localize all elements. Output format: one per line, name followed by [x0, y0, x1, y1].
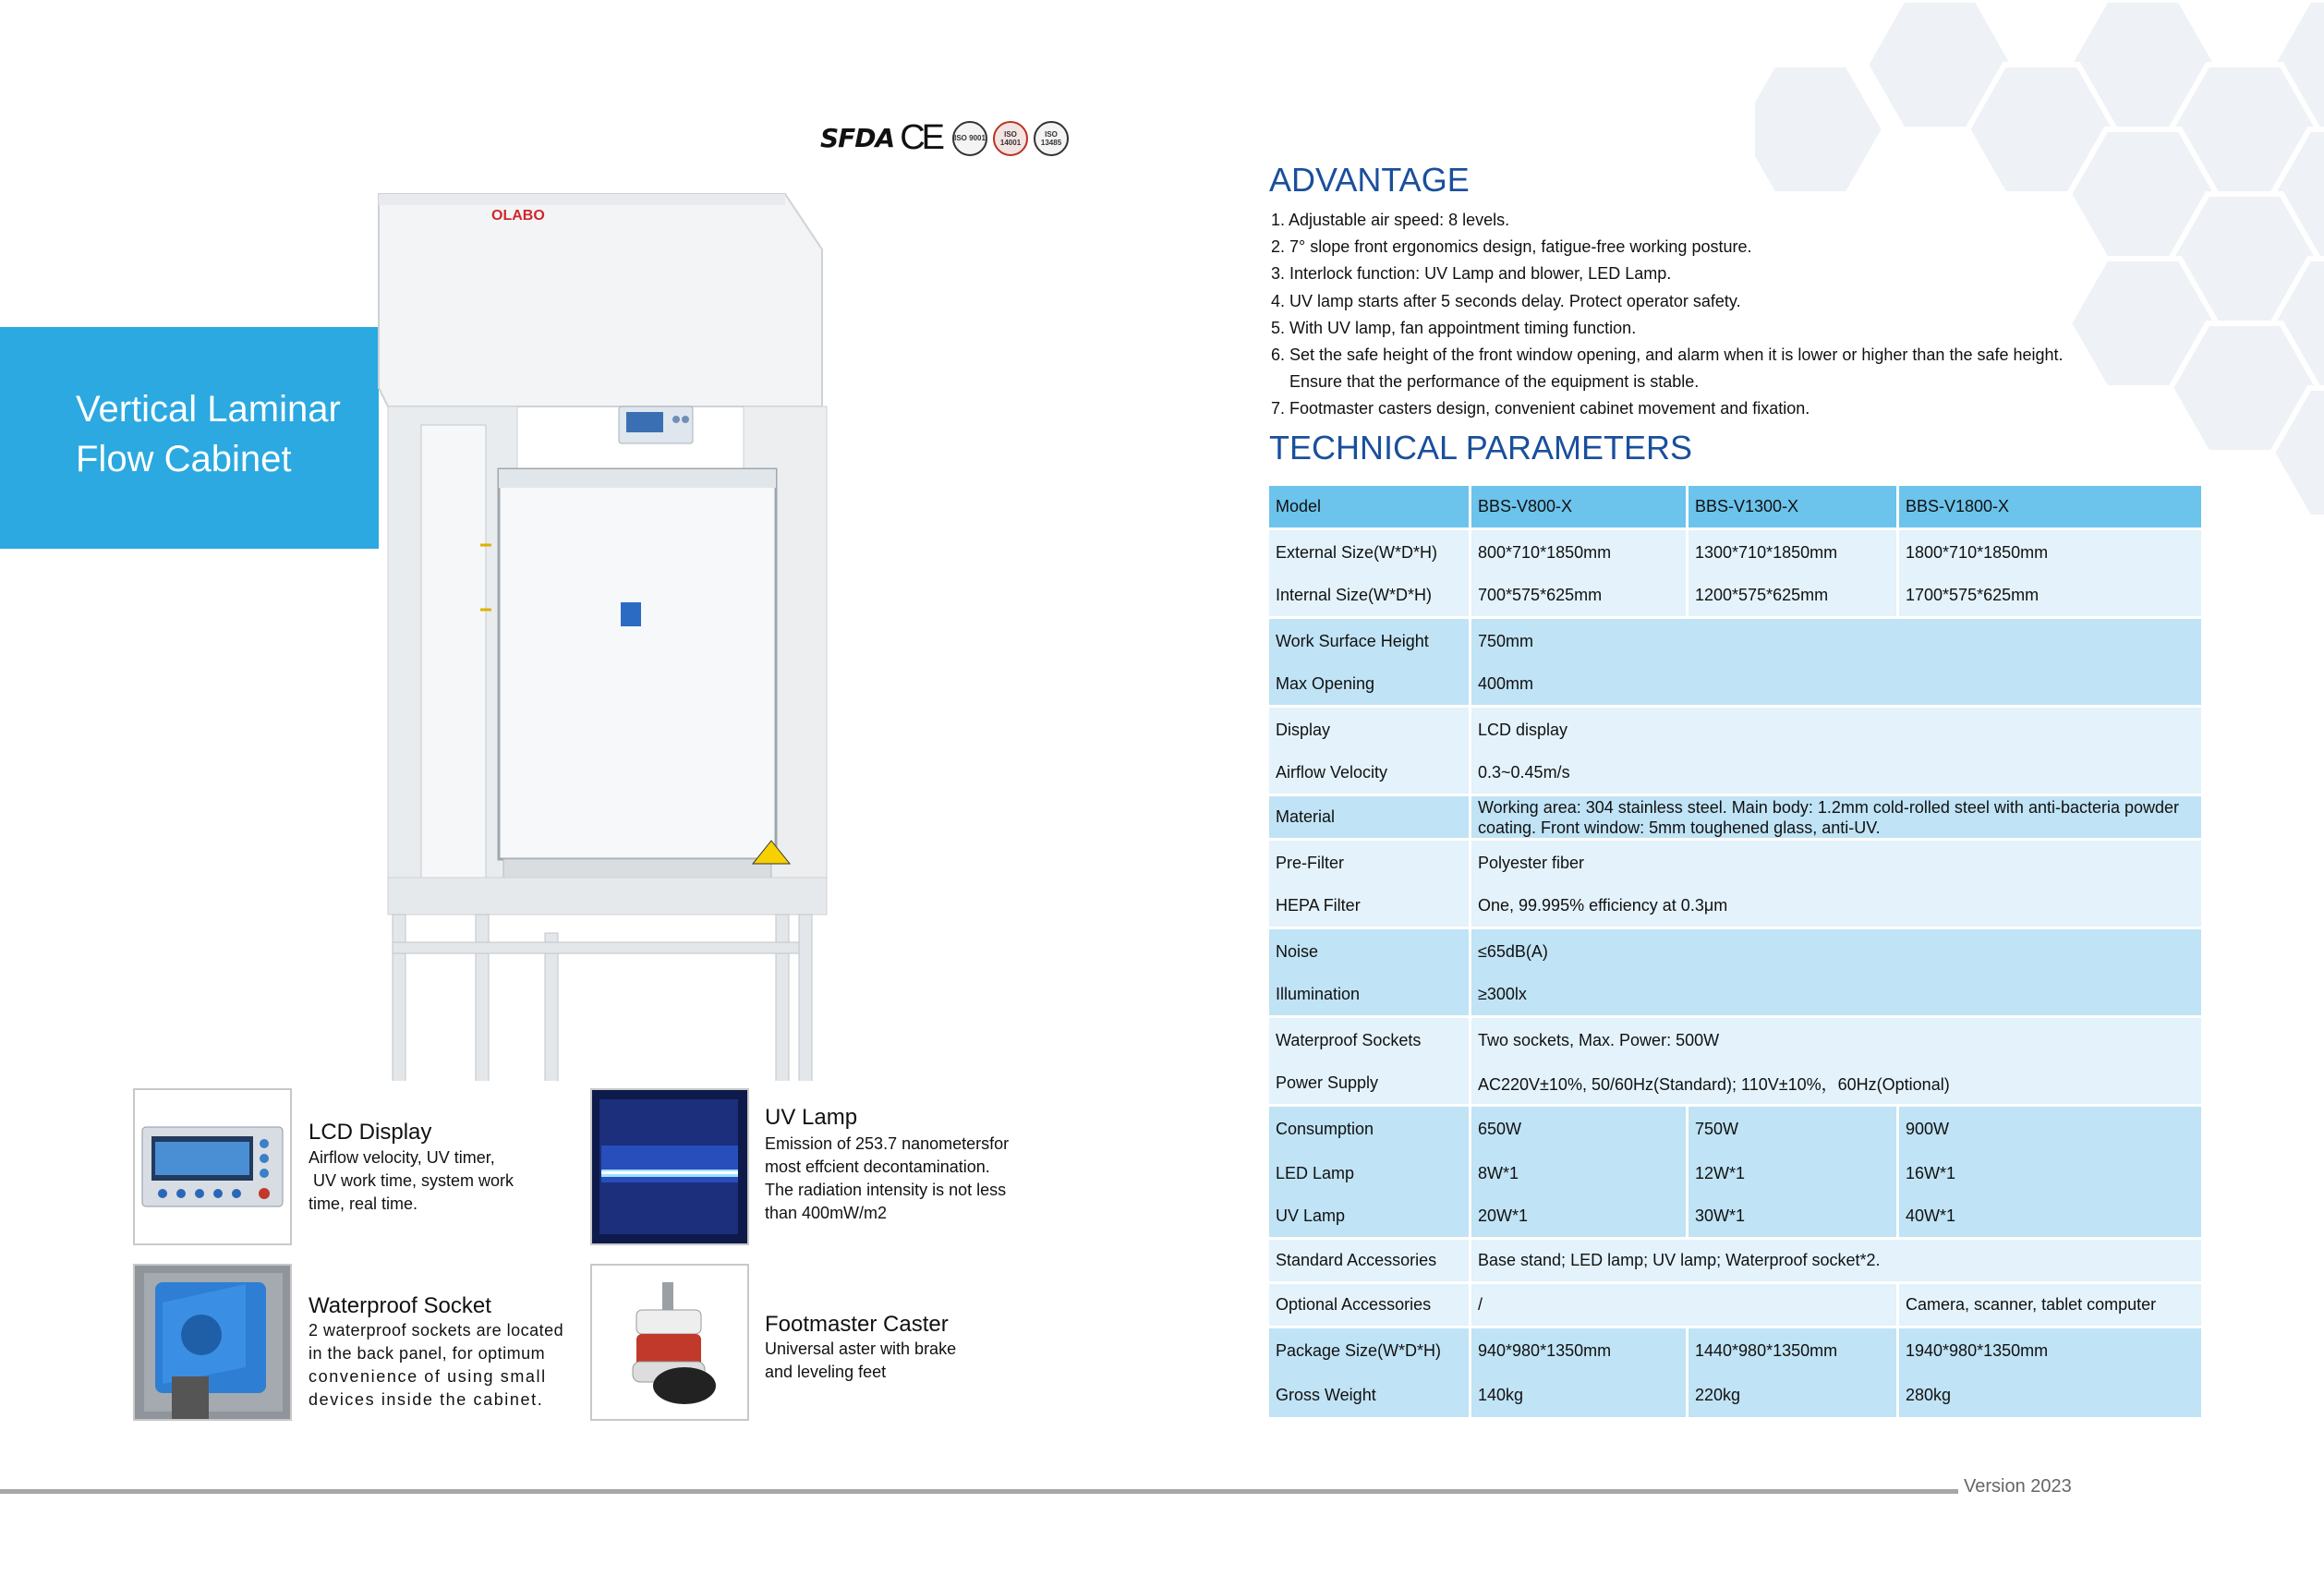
- table-cell: Internal Size(W*D*H): [1269, 575, 1471, 619]
- waterproof-socket-line-4: devices inside the cabinet.: [309, 1390, 544, 1409]
- table-cell: Model: [1269, 486, 1471, 530]
- table-cell: Illumination: [1269, 974, 1471, 1018]
- table-row: [1269, 752, 2201, 796]
- table-row: [1269, 1062, 2201, 1107]
- footmaster-caster-title: Footmaster Caster: [765, 1312, 949, 1337]
- table-cell: Noise: [1269, 929, 1471, 974]
- table-cell: Base stand; LED lamp; UV lamp; Waterproof socket*2.: [1471, 1240, 2201, 1284]
- advantage-title: ADVANTAGE: [1269, 161, 1470, 199]
- footmaster-caster-description: [765, 1338, 956, 1384]
- advantage-item: 7. Footmaster casters design, convenient cabinet movement and fixation.: [1271, 399, 1810, 418]
- banner-title: [76, 384, 341, 484]
- table-cell: BBS-V1800-X: [1899, 486, 2201, 530]
- table-cell: ≥300lx: [1471, 974, 2201, 1018]
- table-row: [1269, 929, 2201, 974]
- table-cell: 800*710*1850mm: [1471, 530, 1689, 575]
- advantage-item: 6. Set the safe height of the front window opening, and alarm when it is lower or higher than the safe height.: [1271, 345, 2064, 365]
- table-cell: 650W: [1471, 1107, 1689, 1151]
- table-cell: Power Supply: [1269, 1062, 1471, 1107]
- table-cell: 12W*1: [1689, 1151, 1899, 1195]
- lcd-display-line-2: UV work time, system work: [309, 1171, 514, 1190]
- table-row: [1269, 1328, 2201, 1373]
- iso-13485-badge: ISO 13485: [1034, 121, 1069, 156]
- table-row: [1269, 663, 2201, 708]
- table-cell: Standard Accessories: [1269, 1240, 1471, 1284]
- advantage-item: Ensure that the performance of the equipment is stable.: [1271, 372, 1700, 392]
- table-cell: /: [1471, 1284, 1899, 1328]
- lcd-display-image: [133, 1088, 292, 1245]
- banner-title-line-2: Flow Cabinet: [76, 439, 292, 479]
- table-row: [1269, 1373, 2201, 1417]
- technical-parameters-table: [1269, 486, 2201, 1417]
- table-cell: 1200*575*625mm: [1689, 575, 1899, 619]
- table-cell: Two sockets, Max. Power: 500W: [1471, 1018, 2201, 1062]
- brand-label: OLABO: [491, 208, 545, 224]
- table-row: [1269, 1151, 2201, 1195]
- banner-title-line-1: Vertical Laminar: [76, 389, 341, 430]
- advantage-item: 4. UV lamp starts after 5 seconds delay. Protect operator safety.: [1271, 291, 1741, 310]
- table-cell: Package Size(W*D*H): [1269, 1328, 1471, 1373]
- advantage-item: 1. Adjustable air speed: 8 levels.: [1271, 211, 1510, 229]
- uv-lamp-image: [590, 1088, 749, 1245]
- sfda-logo: SFDA: [820, 123, 895, 153]
- waterproof-socket-title: Waterproof Socket: [309, 1293, 491, 1318]
- certification-logos: [820, 118, 1069, 158]
- table-cell: ≤65dB(A): [1471, 929, 2201, 974]
- advantage-item: 2. 7° slope front ergonomics design, fatigue-free working posture.: [1271, 237, 1752, 257]
- table-row: [1269, 885, 2201, 929]
- table-row: [1269, 1240, 2201, 1284]
- lcd-display-line-3: time, real time.: [309, 1194, 418, 1213]
- laminar-flow-cabinet-image: [351, 176, 868, 1081]
- footmaster-caster-line-1: Universal aster with brake: [765, 1339, 957, 1358]
- version-label: Version 2023: [1964, 1476, 2072, 1497]
- table-cell: UV Lamp: [1269, 1195, 1471, 1240]
- uv-lamp-line-3: The radiation intensity is not less: [765, 1181, 1007, 1199]
- lcd-display-line-1: Airflow velocity, UV timer,: [309, 1148, 495, 1167]
- iso-14001-badge: ISO 14001: [993, 121, 1028, 156]
- table-cell: 1440*980*1350mm: [1689, 1328, 1899, 1373]
- table-cell: 750W: [1689, 1107, 1899, 1151]
- waterproof-socket-line-2: in the back panel, for optimum: [309, 1344, 546, 1363]
- table-cell: Pre-Filter: [1269, 841, 1471, 885]
- table-cell: Airflow Velocity: [1269, 752, 1471, 796]
- table-cell: 30W*1: [1689, 1195, 1899, 1240]
- footer-divider: [0, 1489, 1958, 1494]
- table-cell: AC220V±10%, 50/60Hz(Standard); 110V±10%，60Hz(Optional): [1471, 1062, 2201, 1107]
- table-row: [1269, 530, 2201, 575]
- table-cell: BBS-V800-X: [1471, 486, 1689, 530]
- table-row: [1269, 619, 2201, 663]
- table-cell: Max Opening: [1269, 663, 1471, 708]
- waterproof-socket-description: [309, 1319, 563, 1412]
- uv-lamp-line-4: than 400mW/m2: [765, 1204, 888, 1222]
- lcd-display-description: [309, 1146, 514, 1216]
- table-cell: 900W: [1899, 1107, 2201, 1151]
- table-row: [1269, 708, 2201, 752]
- table-cell: Consumption: [1269, 1107, 1471, 1151]
- table-cell: 20W*1: [1471, 1195, 1689, 1240]
- waterproof-socket-line-1: 2 waterproof sockets are located: [309, 1321, 564, 1339]
- table-cell: 40W*1: [1899, 1195, 2201, 1240]
- advantage-item: 5. With UV lamp, fan appointment timing function.: [1271, 318, 1637, 337]
- table-row: [1269, 1284, 2201, 1328]
- table-cell: Polyester fiber: [1471, 841, 2201, 885]
- advantage-item: 3. Interlock function: UV Lamp and blower, LED Lamp.: [1271, 264, 1672, 284]
- table-cell: 700*575*625mm: [1471, 575, 1689, 619]
- table-cell: 400mm: [1471, 663, 2201, 708]
- waterproof-socket-line-3: convenience of using small: [309, 1367, 547, 1386]
- table-cell: Camera, scanner, tablet computer: [1899, 1284, 2201, 1328]
- table-row: [1269, 1018, 2201, 1062]
- waterproof-socket-image: [133, 1264, 292, 1421]
- table-row: [1269, 841, 2201, 885]
- iso-9001-badge: ISO 9001: [952, 121, 987, 156]
- table-cell: 940*980*1350mm: [1471, 1328, 1689, 1373]
- table-cell: Display: [1269, 708, 1471, 752]
- table-cell: 280kg: [1899, 1373, 2201, 1417]
- table-cell: LED Lamp: [1269, 1151, 1471, 1195]
- table-cell: One, 99.995% efficiency at 0.3μm: [1471, 885, 2201, 929]
- table-cell: 1800*710*1850mm: [1899, 530, 2201, 575]
- table-cell: Waterproof Sockets: [1269, 1018, 1471, 1062]
- table-cell: 0.3~0.45m/s: [1471, 752, 2201, 796]
- table-cell: 140kg: [1471, 1373, 1689, 1417]
- footmaster-caster-line-2: and leveling feet: [765, 1363, 887, 1381]
- table-row: [1269, 796, 2201, 841]
- table-cell: Work Surface Height: [1269, 619, 1471, 663]
- table-row: [1269, 1107, 2201, 1151]
- table-cell: External Size(W*D*H): [1269, 530, 1471, 575]
- table-cell: 16W*1: [1899, 1151, 2201, 1195]
- table-cell: HEPA Filter: [1269, 885, 1471, 929]
- table-cell: 750mm: [1471, 619, 2201, 663]
- table-cell: Working area: 304 stainless steel. Main body: 1.2mm cold-rolled steel with anti-bacteria powder coating. Front window: 5mm toughened glass, anti-UV.: [1471, 796, 2201, 841]
- table-cell: Gross Weight: [1269, 1373, 1471, 1417]
- title-banner: [0, 327, 379, 549]
- ce-mark: CE: [900, 118, 942, 157]
- table-cell: 8W*1: [1471, 1151, 1689, 1195]
- table-cell: 220kg: [1689, 1373, 1899, 1417]
- advantage-list: [1271, 207, 2064, 423]
- table-cell: Optional Accessories: [1269, 1284, 1471, 1328]
- table-cell: Material: [1269, 796, 1471, 841]
- footmaster-caster-image: [590, 1264, 749, 1421]
- uv-lamp-line-2: most effcient decontamination.: [765, 1158, 990, 1176]
- table-cell: LCD display: [1471, 708, 2201, 752]
- table-row: [1269, 575, 2201, 619]
- uv-lamp-title: UV Lamp: [765, 1105, 858, 1130]
- technical-parameters-title: TECHNICAL PARAMETERS: [1269, 429, 1693, 467]
- table-cell: 1300*710*1850mm: [1689, 530, 1899, 575]
- uv-lamp-line-1: Emission of 253.7 nanometersfor: [765, 1134, 1010, 1153]
- uv-lamp-description: [765, 1133, 1009, 1225]
- table-row: [1269, 1195, 2201, 1240]
- table-cell: 1940*980*1350mm: [1899, 1328, 2201, 1373]
- table-cell: BBS-V1300-X: [1689, 486, 1899, 530]
- lcd-display-title: LCD Display: [309, 1120, 432, 1145]
- table-row: [1269, 974, 2201, 1018]
- table-header-row: [1269, 486, 2201, 530]
- table-cell: 1700*575*625mm: [1899, 575, 2201, 619]
